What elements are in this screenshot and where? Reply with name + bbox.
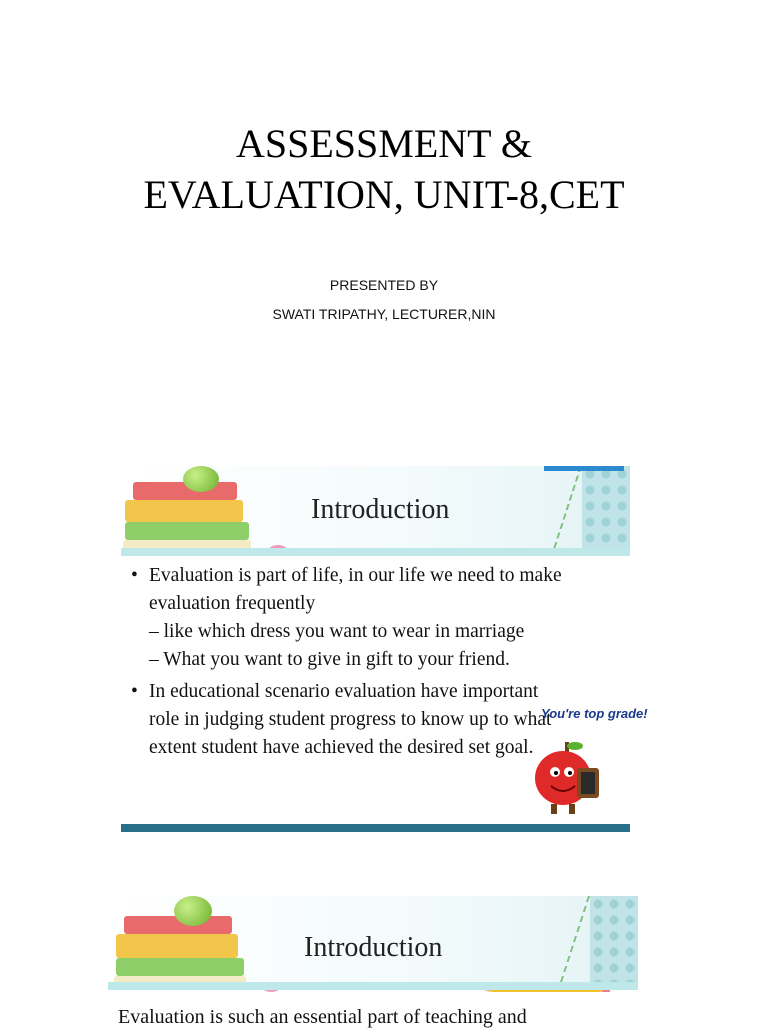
banner-stripe (108, 982, 638, 990)
presented-by-label: PRESENTED BY (329, 277, 439, 293)
banner-pattern (582, 466, 630, 548)
banner-pattern (590, 896, 638, 982)
apple-mascot-icon (529, 738, 609, 822)
bullet-item: • In educational scenario evaluation have important role in judging student progress to know up to what extent student have achieved the desired set goal. (131, 678, 569, 762)
slide-thumbnail-2[interactable] (108, 896, 638, 1028)
book-icon (125, 500, 243, 522)
book-icon (116, 934, 238, 958)
title-line-1: ASSESSMENT & (235, 121, 532, 166)
presenter-name: SWATI TRIPATHY, LECTURER,NIN (272, 306, 496, 322)
top-grade-badge: You're top grade! (541, 706, 648, 721)
sub-bullet-item: – like which dress you want to wear in marriage (149, 621, 525, 642)
bullet-item: • Evaluation is part of life, in our life we need to make evaluation frequently (131, 562, 621, 618)
slide-footer-bar (121, 824, 630, 832)
slide-bullet-list (131, 562, 621, 762)
slide-heading: Introduction (311, 494, 450, 525)
slide-thumbnail-1[interactable] (121, 466, 648, 832)
banner-accent-bar (544, 466, 624, 471)
bullet-item: Evaluation is such an essential part of teaching and (118, 1006, 527, 1028)
book-icon (116, 958, 244, 976)
banner-stripe (121, 548, 630, 556)
book-icon (125, 522, 249, 540)
apple-icon (174, 896, 212, 926)
title-line-2: EVALUATION, UNIT-8,CET (143, 172, 625, 217)
slide-heading: Introduction (304, 932, 443, 963)
apple-icon (183, 466, 219, 492)
page-title (0, 118, 768, 220)
sub-bullet-item: – What you want to give in gift to your friend. (149, 649, 510, 670)
